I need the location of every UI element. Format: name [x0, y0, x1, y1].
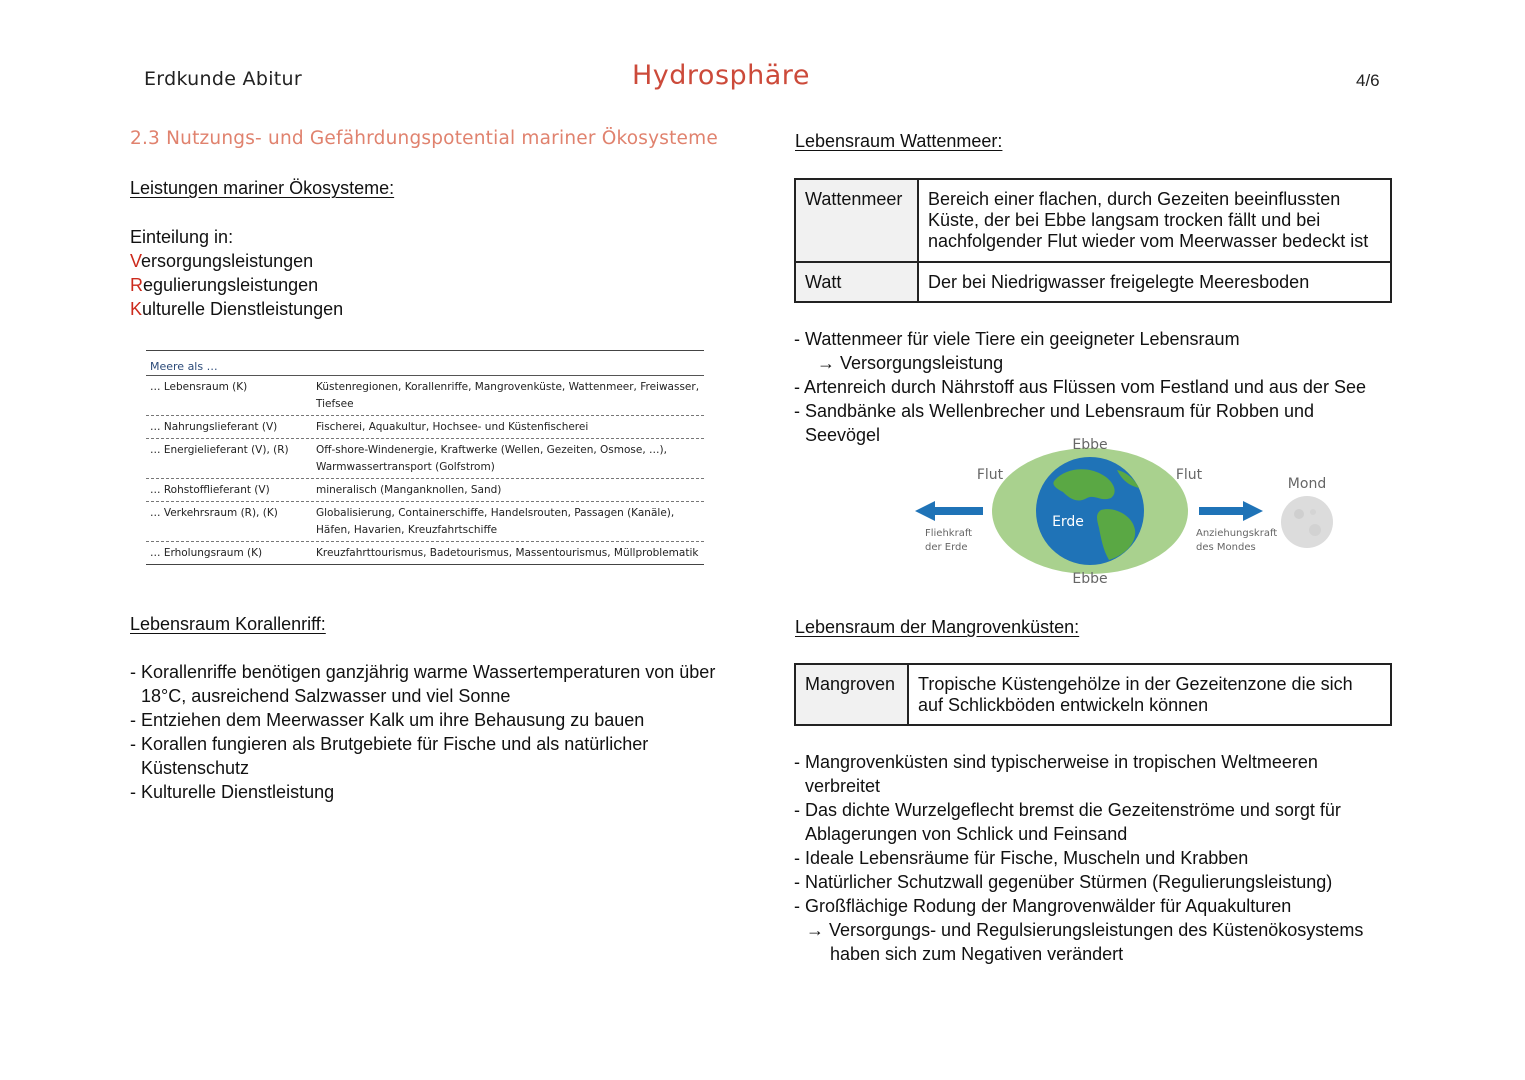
- leistung-item: Regulierungsleistungen: [130, 275, 319, 295]
- wattenmeer-table: [794, 178, 1392, 303]
- conclusion-line: → Versorgungs- und Regulsierungsleistungen des Küstenökosystems: [806, 920, 1364, 940]
- label-flut-right: Flut: [1175, 467, 1203, 483]
- table-row: … Energielieferant (V), (R) Off-shore-Windenergie, Kraftwerke (Wellen, Gezeiten, Osmose, …), Warmwassertransport (Golfstrom): [146, 439, 704, 479]
- wattenmeer-heading: Lebensraum Wattenmeer:: [795, 131, 1003, 151]
- table-row: [795, 179, 1391, 262]
- list-item: - Korallen fungieren als Brutgebiete für Fische und als natürlicher Küstenschutz: [130, 734, 649, 778]
- label-anziehungskraft: Anziehungskraft: [1196, 528, 1278, 539]
- list-item: - Ideale Lebensräume für Fische, Muscheln und Krabben: [794, 848, 1249, 868]
- list-item: - Entziehen dem Meerwasser Kalk um ihre Behausung zu bauen: [130, 710, 645, 730]
- term-cell: Watt: [795, 262, 918, 302]
- page-title: Hydrosphäre: [632, 60, 810, 91]
- moon-crater: [1309, 524, 1321, 536]
- arrow-right-icon: [1199, 501, 1263, 521]
- leistungen-block: [130, 225, 343, 321]
- korallenriff-list: [130, 660, 750, 804]
- term-cell: Mangroven: [795, 664, 908, 725]
- label-ebbe-bottom: Ebbe: [1072, 571, 1108, 587]
- list-item: - Das dichte Wurzelgeflecht bremst die Gezeitenströme und sorgt für Ablagerungen von Schlick und Feinsand: [794, 800, 1341, 844]
- korallenriff-heading: Lebensraum Korallenriff:: [130, 614, 326, 634]
- label-fliehkraft: Fliehkraft: [925, 528, 973, 539]
- arrow-left-icon: [915, 501, 983, 521]
- meere-table-caption: Meere als …: [146, 351, 704, 376]
- meere-table: [146, 350, 704, 565]
- list-item: - Sandbänke als Wellenbrecher und Lebensraum für Robben und Seevögel: [794, 401, 1315, 445]
- conclusion-line: haben sich zum Negativen verändert: [830, 944, 1124, 964]
- list-item: - Kulturelle Dienstleistung: [130, 782, 335, 802]
- leistung-item: Versorgungsleistungen: [130, 251, 314, 271]
- wattenmeer-list: [794, 327, 1394, 447]
- label-mond: Mond: [1287, 476, 1327, 492]
- list-item: - Großflächige Rodung der Mangrovenwälder für Aquakulturen: [794, 896, 1292, 916]
- table-row: … Nahrungslieferant (V) Fischerei, Aquakultur, Hochsee- und Küstenfischerei: [146, 416, 704, 439]
- list-item: - Wattenmeer für viele Tiere ein geeigneter Lebensraum → Versorgungsleistung: [794, 329, 1240, 373]
- moon-crater: [1310, 509, 1316, 515]
- table-row: … Lebensraum (K) Küstenregionen, Korallenriffe, Mangrovenküste, Wattenmeer, Freiwasser, Tiefsee: [146, 376, 704, 416]
- moon-crater: [1294, 509, 1304, 519]
- definition-cell: Bereich einer flachen, durch Gezeiten beeinflussten Küste, der bei Ebbe langsam trocken fällt und bei nachfolgender Flut wieder vom Meerwasser bedeckt ist: [918, 179, 1391, 262]
- label-ebbe-top: Ebbe: [1072, 437, 1108, 453]
- label-anziehungskraft-2: des Mondes: [1196, 542, 1256, 553]
- tide-diagram-svg: [905, 432, 1350, 592]
- label-fliehkraft-2: der Erde: [925, 542, 968, 553]
- header-subject: Erdkunde Abitur: [144, 68, 302, 90]
- list-item: - Natürlicher Schutzwall gegenüber Stürmen (Regulierungsleistung): [794, 872, 1333, 892]
- page-number: 4/6: [1356, 71, 1380, 90]
- leistung-item: Kulturelle Dienstleistungen: [130, 299, 344, 319]
- table-row: … Erholungsraum (K) Kreuzfahrttourismus, Badetourismus, Massentourismus, Müllproblematik: [146, 542, 704, 565]
- leistungen-heading: Leistungen mariner Ökosysteme:: [130, 178, 395, 198]
- mangroven-table: [794, 663, 1392, 726]
- term-cell: Wattenmeer: [795, 179, 918, 262]
- list-item: - Mangrovenküsten sind typischerweise in tropischen Weltmeeren verbreitet: [794, 752, 1318, 796]
- label-erde: Erde: [1052, 514, 1084, 530]
- leistungen-intro: Einteilung in:: [130, 227, 234, 247]
- table-row: [795, 664, 1391, 725]
- label-flut-left: Flut: [976, 467, 1004, 483]
- table-row: … Rohstofflieferant (V) mineralisch (Manganknollen, Sand): [146, 479, 704, 502]
- list-item: - Korallenriffe benötigen ganzjährig warme Wassertemperaturen von über 18°C, ausreichend Salzwasser und viel Sonne: [130, 662, 716, 706]
- definition-cell: Tropische Küstengehölze in der Gezeitenzone die sich auf Schlickböden entwickeln können: [908, 664, 1391, 725]
- mangroven-heading: Lebensraum der Mangrovenküsten:: [795, 617, 1080, 637]
- section-title: 2.3 Nutzungs- und Gefährdungspotential mariner Ökosysteme: [130, 128, 718, 149]
- moon-icon: [1281, 496, 1333, 548]
- table-row: … Verkehrsraum (R), (K) Globalisierung, Containerschiffe, Handelsrouten, Passagen (Kanäle), Häfen, Havarien, Kreuzfahrtschiffe: [146, 502, 704, 542]
- tide-diagram: [905, 432, 1350, 592]
- list-item: - Artenreich durch Nährstoff aus Flüssen vom Festland und aus der See: [794, 377, 1366, 397]
- mangroven-list: [794, 750, 1394, 918]
- table-row: [795, 262, 1391, 302]
- mangroven-conclusion: [806, 918, 1363, 966]
- definition-cell: Der bei Niedrigwasser freigelegte Meeresboden: [918, 262, 1391, 302]
